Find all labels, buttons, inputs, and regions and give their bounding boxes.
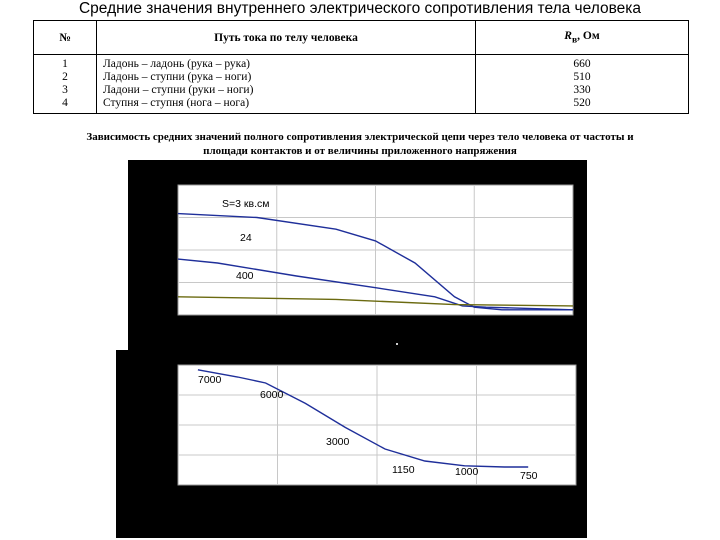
resistance-unit: , Ом (577, 29, 600, 42)
point-label: 750 (520, 470, 538, 482)
point-label: 7000 (198, 374, 222, 386)
resistance-value: 660 (573, 58, 591, 70)
current-path-text: Ступня – ступня (нога – нога) (103, 97, 250, 109)
series-label: 400 (236, 270, 254, 282)
impedance-voltage-chart (178, 365, 576, 485)
resistance-table (33, 20, 689, 114)
figure-caption (0, 130, 720, 158)
current-path-text: Ладони – ступни (руки – ноги) (103, 84, 254, 96)
resistance-subscript: в (571, 34, 578, 46)
row-number: 4 (62, 97, 68, 109)
point-label: 1000 (455, 466, 479, 478)
point-label: 1150 (392, 464, 415, 476)
point-label: 3000 (326, 436, 350, 448)
chart-dot (396, 343, 398, 345)
table-header-row (34, 21, 689, 55)
caption-line: площади контактов и от величины приложенного напряжения (203, 145, 517, 157)
current-path-text: Ладонь – ступни (рука – ноги) (103, 71, 252, 83)
page-title: Средние значения внутреннего электрического сопротивления тела человека (78, 0, 642, 17)
row-number: 1 (62, 58, 68, 70)
table-body-row (34, 55, 689, 114)
col-header-number: № (34, 21, 97, 55)
row-resistance-cell (476, 55, 689, 114)
row-number: 2 (62, 71, 68, 83)
caption-line: Зависимость средних значений полного сопротивления электрической цепи через тело человека от частоты и (86, 131, 634, 143)
col-header-resistance (476, 21, 689, 55)
resistance-symbol: R (564, 29, 572, 42)
resistance-value: 520 (573, 97, 591, 109)
impedance-area-chart (178, 185, 573, 315)
row-numbers-cell (34, 55, 97, 114)
current-path-text: Ладонь – ладонь (рука – рука) (103, 58, 251, 70)
resistance-value: 510 (573, 71, 591, 83)
series-label: 24 (240, 232, 252, 244)
resistance-value: 330 (573, 84, 591, 96)
point-label: 6000 (260, 389, 284, 401)
series-label: S=3 кв.см (222, 198, 270, 210)
row-paths-cell (97, 55, 476, 114)
row-number: 3 (62, 84, 68, 96)
col-header-current-path: Путь тока по телу человека (97, 21, 476, 55)
